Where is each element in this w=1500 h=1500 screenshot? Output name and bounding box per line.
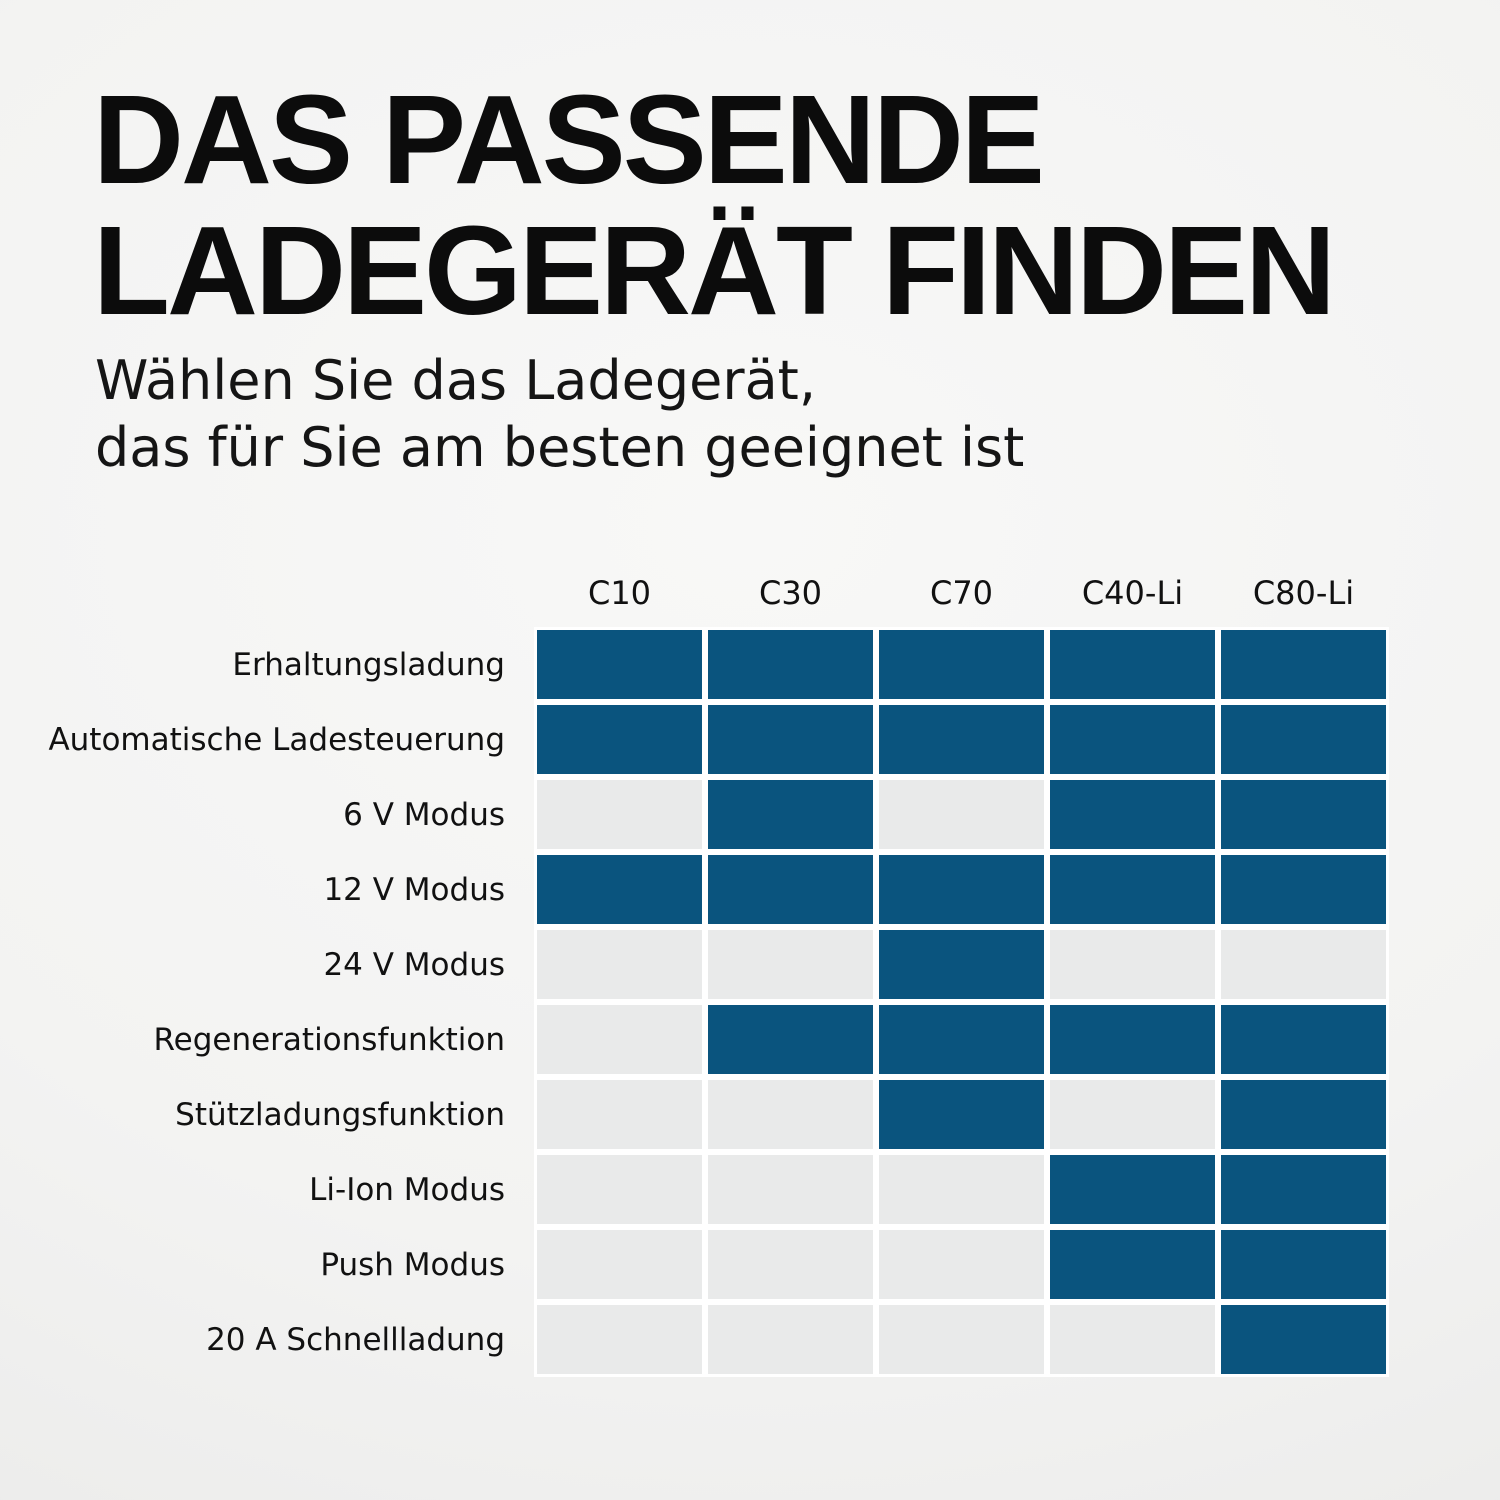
matrix-cell-unavailable <box>534 777 705 852</box>
matrix-cell-available <box>705 702 876 777</box>
matrix-cell-unavailable <box>876 1152 1047 1227</box>
row-label: Stützladungsfunktion <box>175 1096 505 1133</box>
matrix-cell-available <box>1047 1227 1218 1302</box>
matrix-cell-available <box>534 852 705 927</box>
column-header-c40-li: C40-Li <box>1081 574 1184 612</box>
matrix-cell-available <box>705 1002 876 1077</box>
matrix-cell-available <box>1047 852 1218 927</box>
matrix-cell-unavailable <box>534 1002 705 1077</box>
page-title <box>93 69 1333 342</box>
matrix-cell-available <box>1047 777 1218 852</box>
page-subtitle <box>95 348 1024 482</box>
matrix-cell-available <box>1047 627 1218 702</box>
row-label: Regenerationsfunktion <box>153 1021 505 1058</box>
matrix-cell-available <box>1218 627 1389 702</box>
matrix-cell-available <box>534 627 705 702</box>
matrix-cell-unavailable <box>1218 927 1389 1002</box>
matrix-cell-unavailable <box>705 927 876 1002</box>
page-title-line2: LADEGERÄT FINDEN <box>93 200 1333 342</box>
matrix-cell-available <box>705 852 876 927</box>
column-header-c80-li: C80-Li <box>1252 574 1355 612</box>
matrix-cell-available <box>876 627 1047 702</box>
matrix-cell-available <box>1218 1152 1389 1227</box>
matrix-cell-unavailable <box>705 1302 876 1377</box>
matrix-cell-unavailable <box>534 1302 705 1377</box>
page-subtitle-line1: Wählen Sie das Ladegerät, <box>95 349 817 412</box>
row-label: Erhaltungsladung <box>232 646 505 683</box>
feature-matrix <box>534 627 1389 1377</box>
matrix-cell-unavailable <box>1047 927 1218 1002</box>
row-labels <box>40 627 505 1377</box>
column-header-c70: C70 <box>929 574 994 612</box>
row-label: 20 A Schnellladung <box>206 1321 505 1358</box>
matrix-cell-available <box>876 927 1047 1002</box>
column-header-c10: C10 <box>587 574 652 612</box>
matrix-cell-available <box>1218 777 1389 852</box>
matrix-cell-unavailable <box>705 1152 876 1227</box>
matrix-cell-available <box>705 627 876 702</box>
matrix-cell-available <box>1218 852 1389 927</box>
column-header-c30: C30 <box>758 574 823 612</box>
row-label: 24 V Modus <box>323 946 505 983</box>
matrix-cell-unavailable <box>1047 1077 1218 1152</box>
row-label: Li-Ion Modus <box>309 1171 505 1208</box>
matrix-cell-available <box>1218 1077 1389 1152</box>
matrix-cell-available <box>876 1077 1047 1152</box>
matrix-cell-unavailable <box>876 1302 1047 1377</box>
matrix-cell-available <box>1218 702 1389 777</box>
matrix-cell-available <box>1047 702 1218 777</box>
matrix-cell-unavailable <box>534 1152 705 1227</box>
matrix-cell-available <box>705 777 876 852</box>
matrix-cell-unavailable <box>876 777 1047 852</box>
matrix-cell-available <box>534 702 705 777</box>
matrix-cell-available <box>876 852 1047 927</box>
row-label: Push Modus <box>320 1246 505 1283</box>
page-title-line1: DAS PASSENDE <box>93 69 1042 210</box>
matrix-cell-available <box>1047 1152 1218 1227</box>
matrix-cell-available <box>1218 1302 1389 1377</box>
matrix-cell-available <box>876 1002 1047 1077</box>
page-subtitle-line2: das für Sie am besten geeignet ist <box>95 415 1025 479</box>
row-label: 12 V Modus <box>323 871 505 908</box>
row-label: Automatische Ladesteuerung <box>48 721 505 758</box>
matrix-cell-unavailable <box>534 927 705 1002</box>
matrix-cell-available <box>876 702 1047 777</box>
column-headers <box>534 570 1389 616</box>
row-label: 6 V Modus <box>343 796 505 833</box>
matrix-cell-available <box>1218 1227 1389 1302</box>
matrix-cell-available <box>1218 1002 1389 1077</box>
matrix-cell-unavailable <box>705 1077 876 1152</box>
matrix-cell-unavailable <box>534 1227 705 1302</box>
matrix-cell-unavailable <box>534 1077 705 1152</box>
matrix-cell-unavailable <box>1047 1302 1218 1377</box>
matrix-cell-unavailable <box>876 1227 1047 1302</box>
matrix-cell-unavailable <box>705 1227 876 1302</box>
matrix-cell-available <box>1047 1002 1218 1077</box>
